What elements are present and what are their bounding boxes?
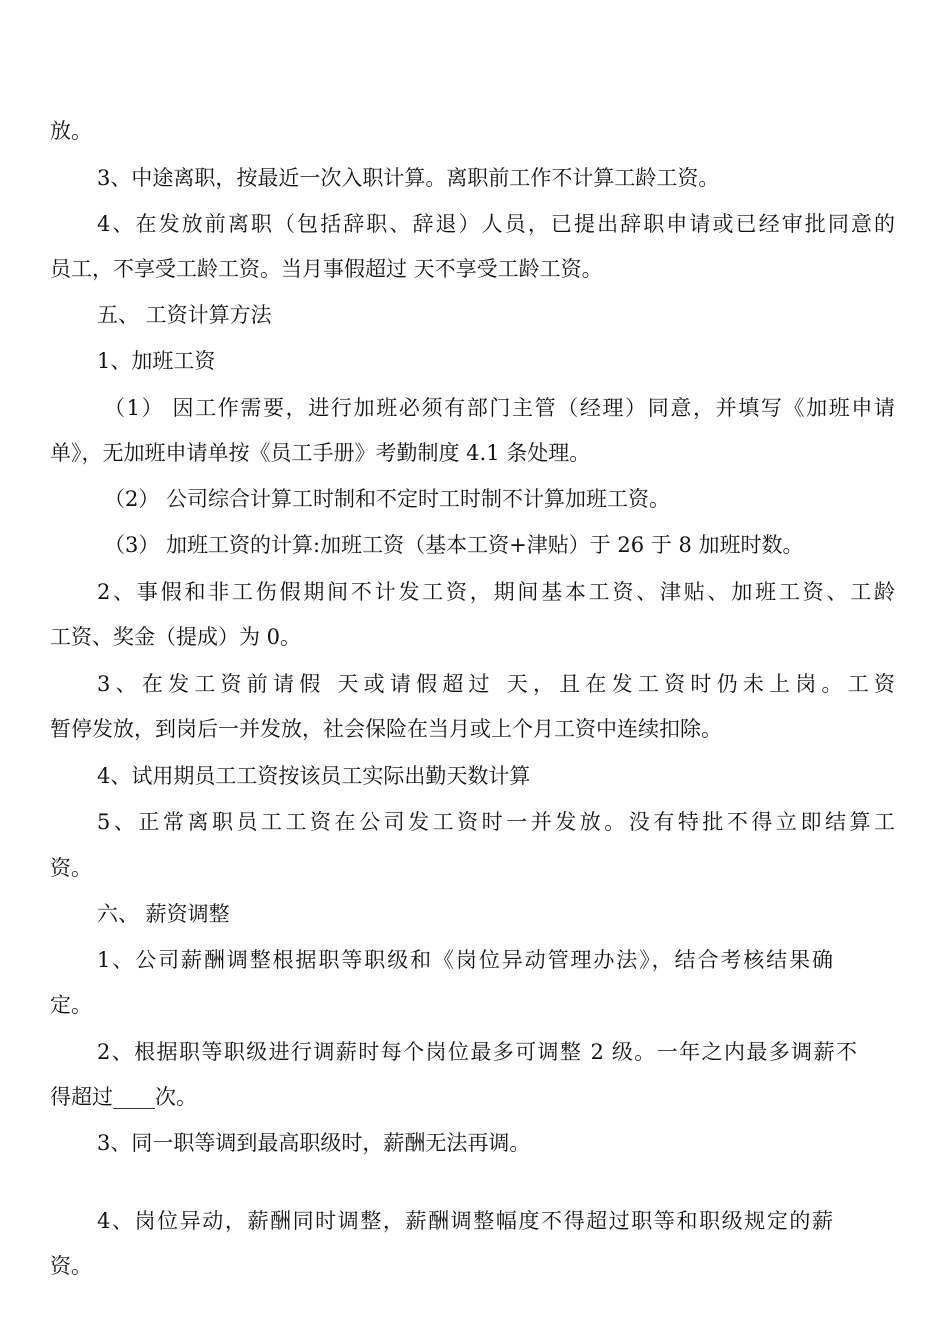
text-line: （1） 因工作需要，进行加班必须有部门主管（经理）同意，并填写《加班申请 (104, 396, 895, 420)
text-line: 2、根据职等职级进行调薪时每个岗位最多可调整 2 级。一年之内最多调薪不 (97, 1040, 857, 1064)
text-line: 3、在发工资前请假 天或请假超过 天，且在发工资时仍未上岗。工资 (97, 672, 895, 696)
text-line: 放。 (50, 119, 92, 143)
text-line: 4、在发放前离职（包括辞职、辞退）人员，已提出辞职申请或已经审批同意的 (97, 212, 895, 236)
text-line: 1、公司薪酬调整根据职等职级和《岗位异动管理办法》，结合考核结果确 (97, 948, 833, 972)
text-line: （3） 加班工资的计算:加班工资（基本工资+津贴）于 26 于 8 加班时数。 (104, 533, 804, 557)
text-line: 资。 (50, 1254, 92, 1278)
text-line: 员工，不享受工龄工资。当月事假超过 天不享受工龄工资。 (50, 257, 603, 281)
text-line: 4、试用期员工工资按该员工实际出勤天数计算 (97, 764, 531, 788)
text-line: 5、正常离职员工工资在公司发工资时一并发放。没有特批不得立即结算工 (97, 810, 895, 834)
text-line: 2、事假和非工伤假期间不计发工资，期间基本工资、津贴、加班工资、工龄 (97, 580, 895, 604)
text-line: 暂停发放，到岗后一并发放，社会保险在当月或上个月工资中连续扣除。 (50, 717, 722, 741)
section-heading: 六、 薪资调整 (97, 902, 230, 926)
text-line: 资。 (50, 856, 92, 880)
text-line: 3、中途离职，按最近一次入职计算。离职前工作不计算工龄工资。 (97, 166, 720, 190)
text-line: 得超过____次。 (50, 1085, 197, 1109)
text-line: 工资、奖金（提成）为 0。 (50, 625, 302, 649)
text-line: 定。 (50, 993, 92, 1017)
text-line: 单》，无加班申请单按《员工手册》考勤制度 4.1 条处理。 (50, 441, 591, 465)
text-line: 3、同一职等调到最高职级时，薪酬无法再调。 (97, 1131, 531, 1155)
section-heading: 五、 工资计算方法 (97, 303, 272, 327)
text-line: （2） 公司综合计算工时制和不定时工时制不计算加班工资。 (104, 487, 671, 511)
text-line: 4、岗位异动，薪酬同时调整，薪酬调整幅度不得超过职等和职级规定的薪 (97, 1209, 833, 1233)
subsection-heading: 1、加班工资 (97, 349, 216, 373)
